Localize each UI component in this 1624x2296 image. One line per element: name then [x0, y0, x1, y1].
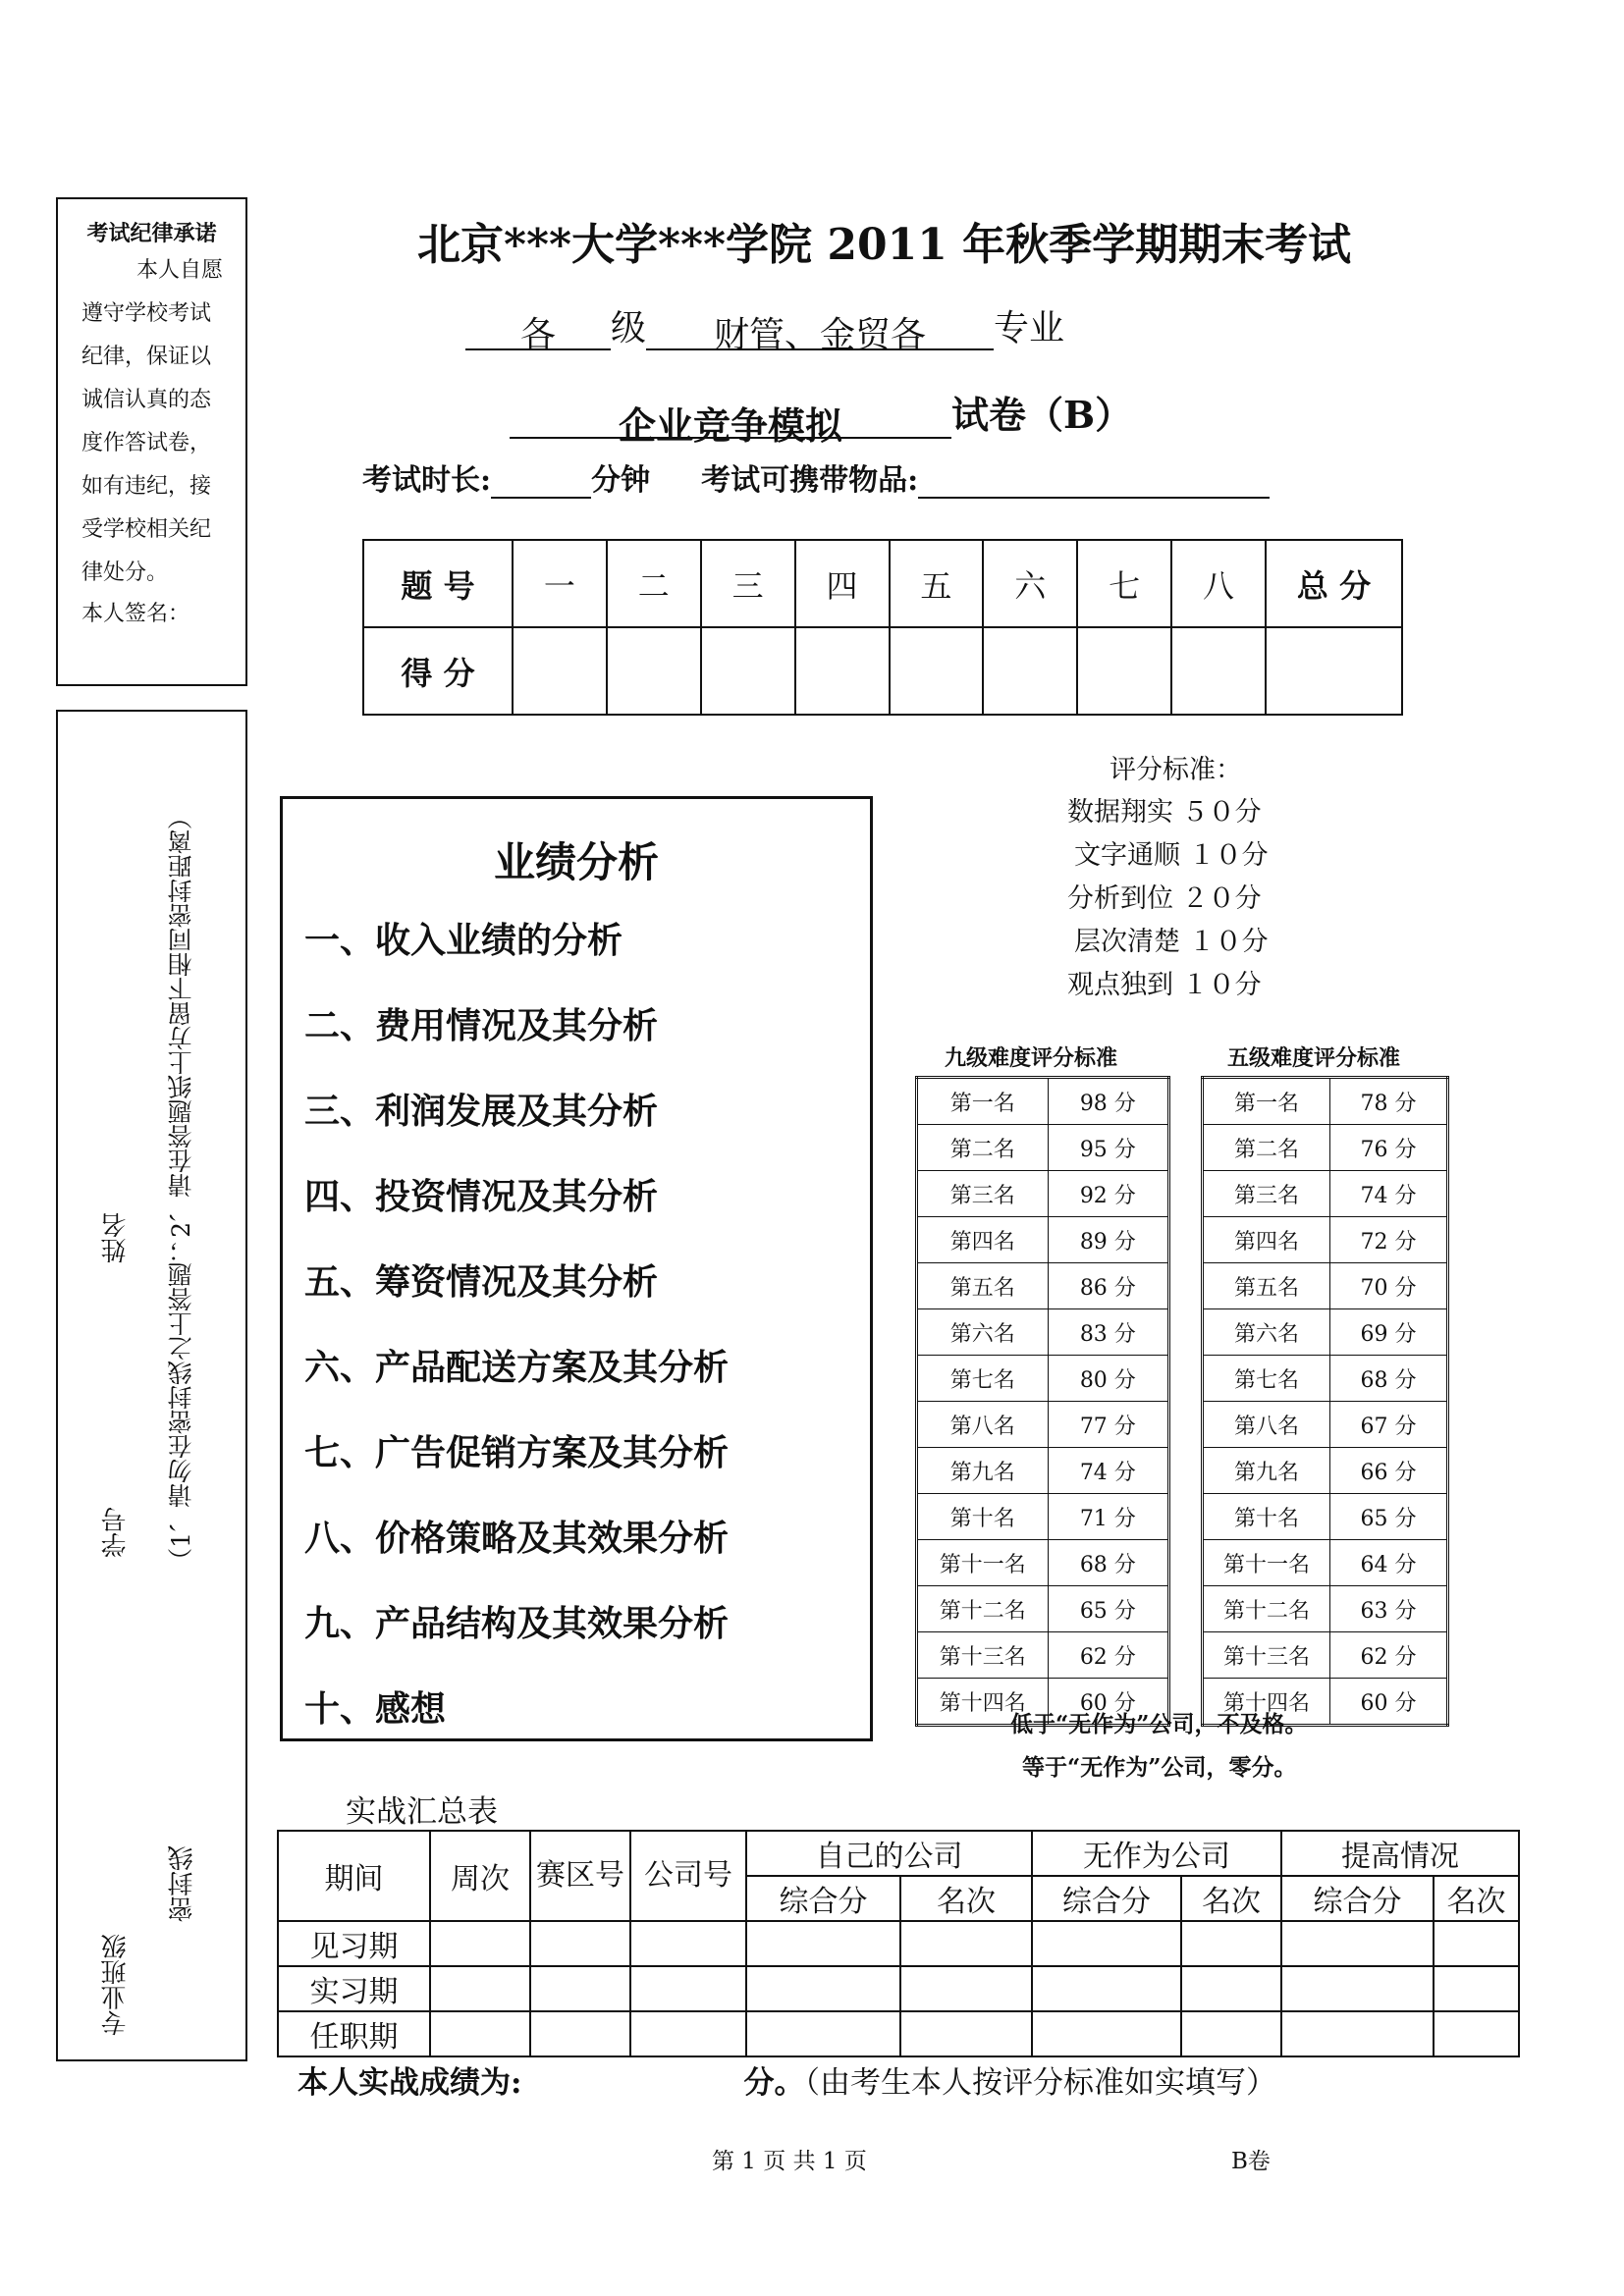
- pledge-box: [56, 197, 247, 686]
- question-column: 七: [1077, 540, 1171, 627]
- summary-cell[interactable]: [900, 2011, 1032, 2056]
- grade-row: [1203, 1078, 1448, 1125]
- rank-label: 第一名: [917, 1078, 1049, 1125]
- rank-score: 92 分: [1048, 1171, 1168, 1217]
- analysis-item: 九、产品结构及其效果分析: [304, 1603, 730, 1644]
- rank-label: 第三名: [1203, 1171, 1330, 1217]
- rank-label: 第十四名: [917, 1679, 1049, 1726]
- grade-row: [1203, 1494, 1448, 1540]
- summary-cell[interactable]: [1281, 2011, 1434, 2056]
- fail-note: 低于“无作为”公司，不及格。: [1010, 1711, 1308, 1737]
- analysis-item: 十、感想: [304, 1688, 447, 1730]
- seal-notice: （1、请勿在密封线之上答题；2、请在答题纸上方留下相同密封距离）: [167, 805, 195, 1573]
- rank-score: 66 分: [1330, 1448, 1448, 1494]
- rank-score: 68 分: [1048, 1540, 1168, 1586]
- rank-score: 78 分: [1330, 1078, 1448, 1125]
- grade-row: [1203, 1171, 1448, 1217]
- rank-label: 第五名: [917, 1263, 1049, 1309]
- rank-score: 65 分: [1330, 1494, 1448, 1540]
- major-label: 专业: [994, 308, 1065, 348]
- pledge-line: 遵守学校考试: [81, 301, 212, 326]
- analysis-item: 三、利润发展及其分析: [304, 1091, 659, 1132]
- pledge-line: 纪律，保证以: [81, 345, 212, 369]
- grade-row: [917, 1540, 1169, 1586]
- summary-cell[interactable]: [630, 1966, 746, 2011]
- major-value: 财管、金贸各: [646, 307, 994, 350]
- rank-label: 第二名: [1203, 1125, 1330, 1171]
- summary-cell[interactable]: [530, 1921, 630, 1966]
- grade-row: [917, 1263, 1169, 1309]
- rank-score: 80 分: [1048, 1356, 1168, 1402]
- score-cell[interactable]: [1171, 627, 1266, 715]
- grade-row: [917, 1217, 1169, 1263]
- summary-cell[interactable]: [1181, 2011, 1281, 2056]
- name-label: 姓名: [101, 1212, 131, 1263]
- summary-cell[interactable]: [900, 1966, 1032, 2011]
- result-line: [298, 2057, 1276, 2102]
- rank-label: 第七名: [1203, 1356, 1330, 1402]
- items-label: 考试可携带物品:: [701, 463, 919, 498]
- score-cell[interactable]: [607, 627, 701, 715]
- summary-row: [278, 1921, 1519, 1966]
- rank-label: 第八名: [917, 1402, 1049, 1448]
- grade-row: [1203, 1402, 1448, 1448]
- score-cell[interactable]: [983, 627, 1077, 715]
- criteria-item: 文字通顺 １０分: [1074, 840, 1269, 871]
- pledge-line: 律处分。: [81, 561, 169, 585]
- improve-rank-header: 名次: [1434, 1876, 1519, 1921]
- duration-field[interactable]: [491, 461, 591, 499]
- pledge-line: 受学校相关纪: [81, 517, 212, 542]
- rank-score: 74 分: [1330, 1171, 1448, 1217]
- course-line: [510, 385, 1133, 448]
- rank-score: 62 分: [1048, 1632, 1168, 1679]
- summary-cell[interactable]: [1032, 1966, 1181, 2011]
- rank-label: 第九名: [917, 1448, 1049, 1494]
- criteria-item: 层次清楚 １０分: [1074, 927, 1269, 957]
- rank-score: 60 分: [1330, 1679, 1448, 1726]
- summary-title: 实战汇总表: [346, 1794, 498, 1830]
- criteria-title: 评分标准：: [1110, 755, 1242, 785]
- rank-score: 83 分: [1048, 1309, 1168, 1356]
- improvement-header: 提高情况: [1281, 1831, 1519, 1876]
- rank-label: 第九名: [1203, 1448, 1330, 1494]
- page-number: 第 1 页 共 1 页: [712, 2149, 867, 2174]
- rank-score: 86 分: [1048, 1263, 1168, 1309]
- week-header: 周次: [430, 1831, 530, 1921]
- grade-row: [917, 1402, 1169, 1448]
- rank-label: 第十三名: [1203, 1632, 1330, 1679]
- rank-score: 76 分: [1330, 1125, 1448, 1171]
- grade-row: [1203, 1125, 1448, 1171]
- level-label: 级: [611, 308, 647, 348]
- pledge-signature-label: 本人签名：: [81, 602, 190, 626]
- rank-score: 68 分: [1330, 1356, 1448, 1402]
- pledge-line: 如有违纪，接: [81, 474, 212, 499]
- improve-score-header: 综合分: [1281, 1876, 1434, 1921]
- rank-score: 71 分: [1048, 1494, 1168, 1540]
- score-cell[interactable]: [890, 627, 984, 715]
- analysis-item: 八、价格策略及其效果分析: [304, 1518, 730, 1559]
- items-field[interactable]: [918, 461, 1270, 499]
- analysis-item: 二、费用情况及其分析: [304, 1005, 659, 1046]
- summary-header-row: [278, 1831, 1519, 1876]
- question-column: 一: [513, 540, 607, 627]
- rank-label: 第六名: [1203, 1309, 1330, 1356]
- student-id-label: 学号: [101, 1507, 131, 1558]
- rank-score: 64 分: [1330, 1540, 1448, 1586]
- rank-label: 第十二名: [1203, 1586, 1330, 1632]
- summary-cell[interactable]: [530, 2011, 630, 2056]
- pledge-line: 本人自愿: [136, 258, 224, 283]
- grade-row: [1203, 1586, 1448, 1632]
- paper-version: B卷: [1231, 2149, 1271, 2174]
- criteria-item: 分析到位 ２０分: [1067, 883, 1262, 914]
- rank-score: 69 分: [1330, 1309, 1448, 1356]
- rank-score: 63 分: [1330, 1586, 1448, 1632]
- score-value-row: [363, 627, 1402, 715]
- rank-label: 第四名: [1203, 1217, 1330, 1263]
- question-number-label: 题 号: [363, 540, 513, 627]
- major-line: [465, 300, 1065, 355]
- grade-row: [917, 1586, 1169, 1632]
- rank-label: 第七名: [917, 1356, 1049, 1402]
- summary-cell[interactable]: [746, 1966, 900, 2011]
- own-company-header: 自己的公司: [746, 1831, 1032, 1876]
- grade-row: [1203, 1309, 1448, 1356]
- summary-cell[interactable]: [1032, 2011, 1181, 2056]
- grade9-table: [915, 1076, 1170, 1727]
- total-score-cell[interactable]: [1266, 627, 1402, 715]
- rank-label: 第十二名: [917, 1586, 1049, 1632]
- grade-row: [917, 1632, 1169, 1679]
- level-value: 各: [465, 307, 611, 350]
- rank-label: 第十三名: [917, 1632, 1049, 1679]
- summary-cell[interactable]: [746, 2011, 900, 2056]
- result-note: （由考生本人按评分标准如实填写）: [804, 2065, 1276, 2101]
- summary-cell[interactable]: [1181, 1921, 1281, 1966]
- question-column: 四: [795, 540, 890, 627]
- grade-row: [1203, 1356, 1448, 1402]
- summary-row: [278, 1966, 1519, 2011]
- analysis-item: 七、广告促销方案及其分析: [304, 1432, 730, 1473]
- grade5-title: 五级难度评分标准: [1227, 1045, 1401, 1071]
- rank-label: 第三名: [917, 1171, 1049, 1217]
- analysis-item: 一、收入业绩的分析: [304, 920, 623, 961]
- grade-row: [917, 1125, 1169, 1171]
- rank-score: 77 分: [1048, 1402, 1168, 1448]
- own-rank-header: 名次: [900, 1876, 1032, 1921]
- score-cell[interactable]: [1077, 627, 1171, 715]
- grade5-table: [1201, 1076, 1449, 1727]
- criteria-item: 数据翔实 ５０分: [1067, 797, 1262, 828]
- summary-cell[interactable]: [1434, 2011, 1519, 2056]
- rank-label: 第十一名: [917, 1540, 1049, 1586]
- exam-info-line: [362, 455, 1270, 499]
- grade-row: [917, 1494, 1169, 1540]
- grade-row: [917, 1171, 1169, 1217]
- course-name: 企业竞争模拟: [510, 396, 951, 439]
- rank-score: 72 分: [1330, 1217, 1448, 1263]
- summary-cell[interactable]: [530, 1966, 630, 2011]
- pledge-line: 诚信认真的态: [81, 388, 212, 412]
- result-unit: 分。: [743, 2065, 805, 2101]
- score-cell[interactable]: [795, 627, 890, 715]
- score-table: [362, 539, 1403, 716]
- idle-score-header: 综合分: [1032, 1876, 1181, 1921]
- summary-cell[interactable]: [1434, 1966, 1519, 2011]
- summary-cell[interactable]: [630, 2011, 746, 2056]
- pledge-title: 考试纪律承诺: [86, 221, 217, 246]
- summary-cell[interactable]: [900, 1921, 1032, 1966]
- summary-cell[interactable]: [430, 1921, 530, 1966]
- grade-row: [1203, 1540, 1448, 1586]
- question-column: 八: [1171, 540, 1266, 627]
- question-column: 三: [701, 540, 795, 627]
- analysis-title: 业绩分析: [493, 838, 659, 886]
- summary-row: [278, 2011, 1519, 2056]
- analysis-item: 四、投资情况及其分析: [304, 1176, 659, 1217]
- period-label: 见习期: [278, 1921, 430, 1966]
- analysis-item: 五、筹资情况及其分析: [304, 1261, 659, 1303]
- criteria-item: 观点独到 １０分: [1067, 970, 1262, 1000]
- rank-label: 第八名: [1203, 1402, 1330, 1448]
- rank-score: 70 分: [1330, 1263, 1448, 1309]
- grade-row: [1203, 1448, 1448, 1494]
- rank-score: 95 分: [1048, 1125, 1168, 1171]
- rank-score: 60 分: [1048, 1679, 1168, 1726]
- grade-row: [917, 1356, 1169, 1402]
- period-header: 期间: [278, 1831, 430, 1921]
- summary-cell[interactable]: [1281, 1966, 1434, 2011]
- rank-score: 98 分: [1048, 1078, 1168, 1125]
- class-label: 专业班级: [101, 1934, 131, 2036]
- grade-row: [917, 1078, 1169, 1125]
- grade-row: [917, 1448, 1169, 1494]
- score-cell[interactable]: [513, 627, 607, 715]
- idle-rank-header: 名次: [1181, 1876, 1281, 1921]
- rank-label: 第十一名: [1203, 1540, 1330, 1586]
- rank-score: 74 分: [1048, 1448, 1168, 1494]
- grade-row: [1203, 1263, 1448, 1309]
- summary-cell[interactable]: [430, 2011, 530, 2056]
- zone-header: 赛区号: [530, 1831, 630, 1921]
- pledge-line: 度作答试卷，: [81, 431, 212, 455]
- rank-score: 89 分: [1048, 1217, 1168, 1263]
- question-column: 六: [983, 540, 1077, 627]
- grade-row: [917, 1309, 1169, 1356]
- zero-note: 等于“无作为”公司，零分。: [1022, 1754, 1297, 1781]
- grade9-title: 九级难度评分标准: [945, 1045, 1118, 1071]
- question-column: 二: [607, 540, 701, 627]
- summary-cell[interactable]: [746, 1921, 900, 1966]
- own-score-header: 综合分: [746, 1876, 900, 1921]
- grade-row: [1203, 1632, 1448, 1679]
- duration-label: 考试时长:: [362, 463, 492, 498]
- score-cell[interactable]: [701, 627, 795, 715]
- rank-label: 第十名: [1203, 1494, 1330, 1540]
- rank-label: 第十名: [917, 1494, 1049, 1540]
- total-score-label: 总 分: [1266, 540, 1402, 627]
- analysis-item: 六、产品配送方案及其分析: [304, 1347, 730, 1388]
- company-header: 公司号: [630, 1831, 746, 1921]
- summary-cell[interactable]: [1181, 1966, 1281, 2011]
- rank-label: 第五名: [1203, 1263, 1330, 1309]
- summary-cell[interactable]: [1032, 1921, 1181, 1966]
- period-label: 任职期: [278, 2011, 430, 2056]
- summary-cell[interactable]: [430, 1966, 530, 2011]
- seal-line-label: 密封线: [168, 1845, 197, 1922]
- score-header-row: [363, 540, 1402, 627]
- duration-unit: 分钟: [591, 463, 651, 498]
- rank-score: 62 分: [1330, 1632, 1448, 1679]
- analysis-box: [280, 796, 873, 1741]
- period-label: 实习期: [278, 1966, 430, 2011]
- rank-score: 65 分: [1048, 1586, 1168, 1632]
- rank-label: 第十四名: [1203, 1679, 1330, 1726]
- paper-label: 试卷（B）: [951, 393, 1133, 437]
- result-label: 本人实战成绩为:: [298, 2065, 522, 2101]
- idle-company-header: 无作为公司: [1032, 1831, 1281, 1876]
- summary-cell[interactable]: [630, 1921, 746, 1966]
- rank-label: 第一名: [1203, 1078, 1330, 1125]
- rank-label: 第二名: [917, 1125, 1049, 1171]
- seal-box: [56, 710, 247, 2061]
- summary-cell[interactable]: [1434, 1921, 1519, 1966]
- question-column: 五: [890, 540, 984, 627]
- rank-score: 67 分: [1330, 1402, 1448, 1448]
- summary-table: [277, 1830, 1520, 2057]
- score-label: 得 分: [363, 627, 513, 715]
- summary-cell[interactable]: [1281, 1921, 1434, 1966]
- rank-label: 第四名: [917, 1217, 1049, 1263]
- grade-row: [1203, 1217, 1448, 1263]
- exam-title: 北京***大学***学院 2011 年秋季学期期末考试: [417, 220, 1352, 270]
- rank-label: 第六名: [917, 1309, 1049, 1356]
